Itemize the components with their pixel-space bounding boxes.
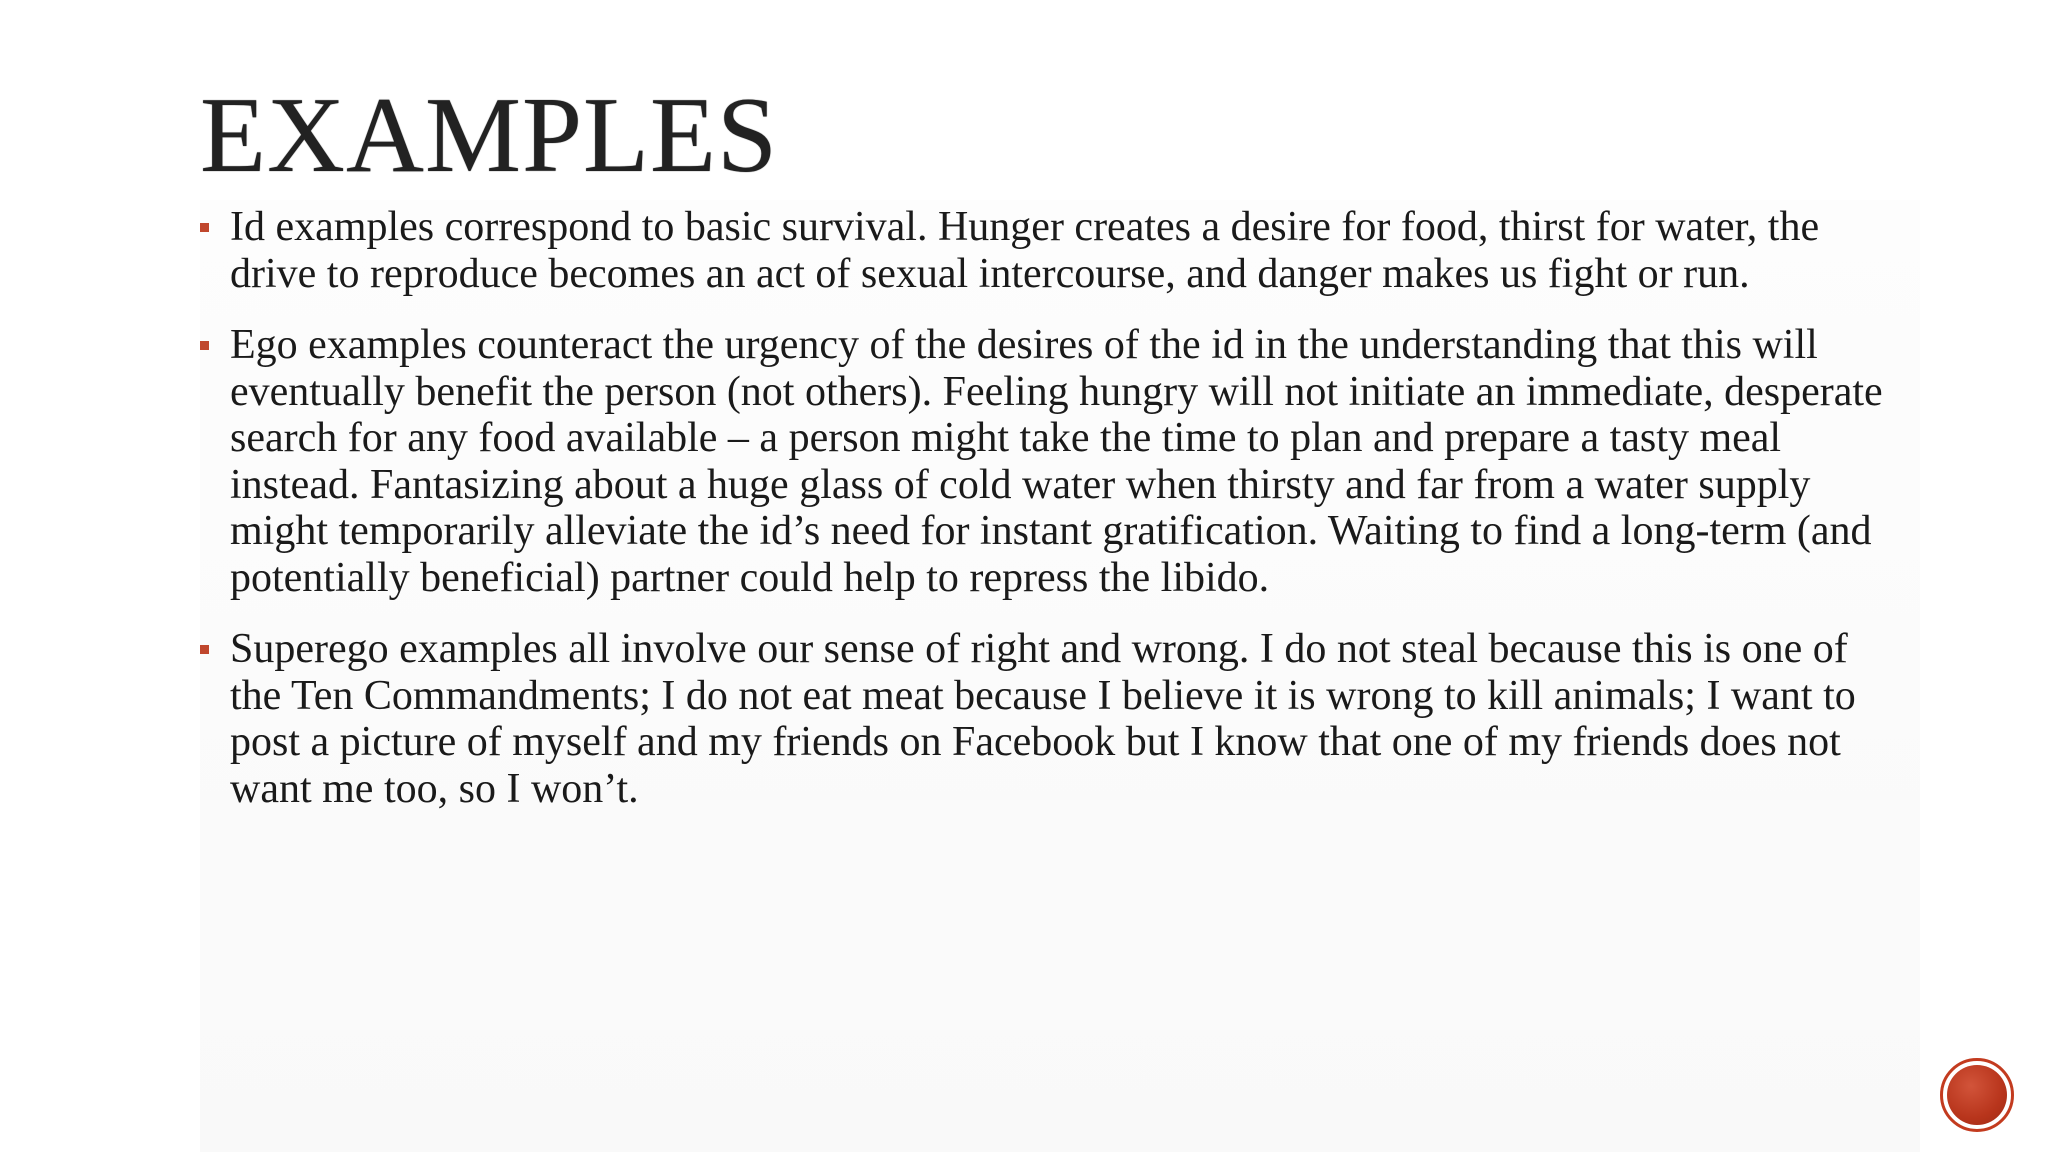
bullet-item-superego	[200, 626, 1900, 812]
bullet-text: Id examples correspond to basic survival. Hunger creates a desire for food, thirst for water, the drive to reproduce becomes an act of sexual intercourse, and danger makes us fight or run.	[230, 204, 1820, 297]
bullet-item-id	[200, 204, 1900, 297]
square-bullet-icon	[200, 223, 209, 232]
slide-nav-circle-icon[interactable]	[1940, 1058, 2014, 1132]
bullet-list	[200, 204, 1900, 837]
square-bullet-icon	[200, 645, 209, 654]
bullet-item-ego	[200, 322, 1900, 601]
bullet-text: Superego examples all involve our sense of right and wrong. I do not steal because this is one of the Ten Commandments; I do not eat meat because I believe it is wrong to kill animals; I want to post a picture of myself and my friends on Facebook but I know that one of my friends does not want me too, so I won’t.	[230, 626, 1856, 812]
bullet-text: Ego examples counteract the urgency of the desires of the id in the understanding that this will eventually benefit the person (not others). Feeling hungry will not initiate an immediate, desperate search for any food available – a person might take the time to plan and prepare a tasty meal instead. Fantasizing about a huge glass of cold water when thirsty and far from a water supply might temporarily alleviate the id’s need for instant gratification. Waiting to find a long-term (and potentially beneficial) partner could help to repress the libido.	[230, 322, 1883, 601]
nav-circle-fill	[1947, 1065, 2007, 1125]
square-bullet-icon	[200, 341, 209, 350]
slide-title: EXAMPLES	[200, 76, 779, 195]
